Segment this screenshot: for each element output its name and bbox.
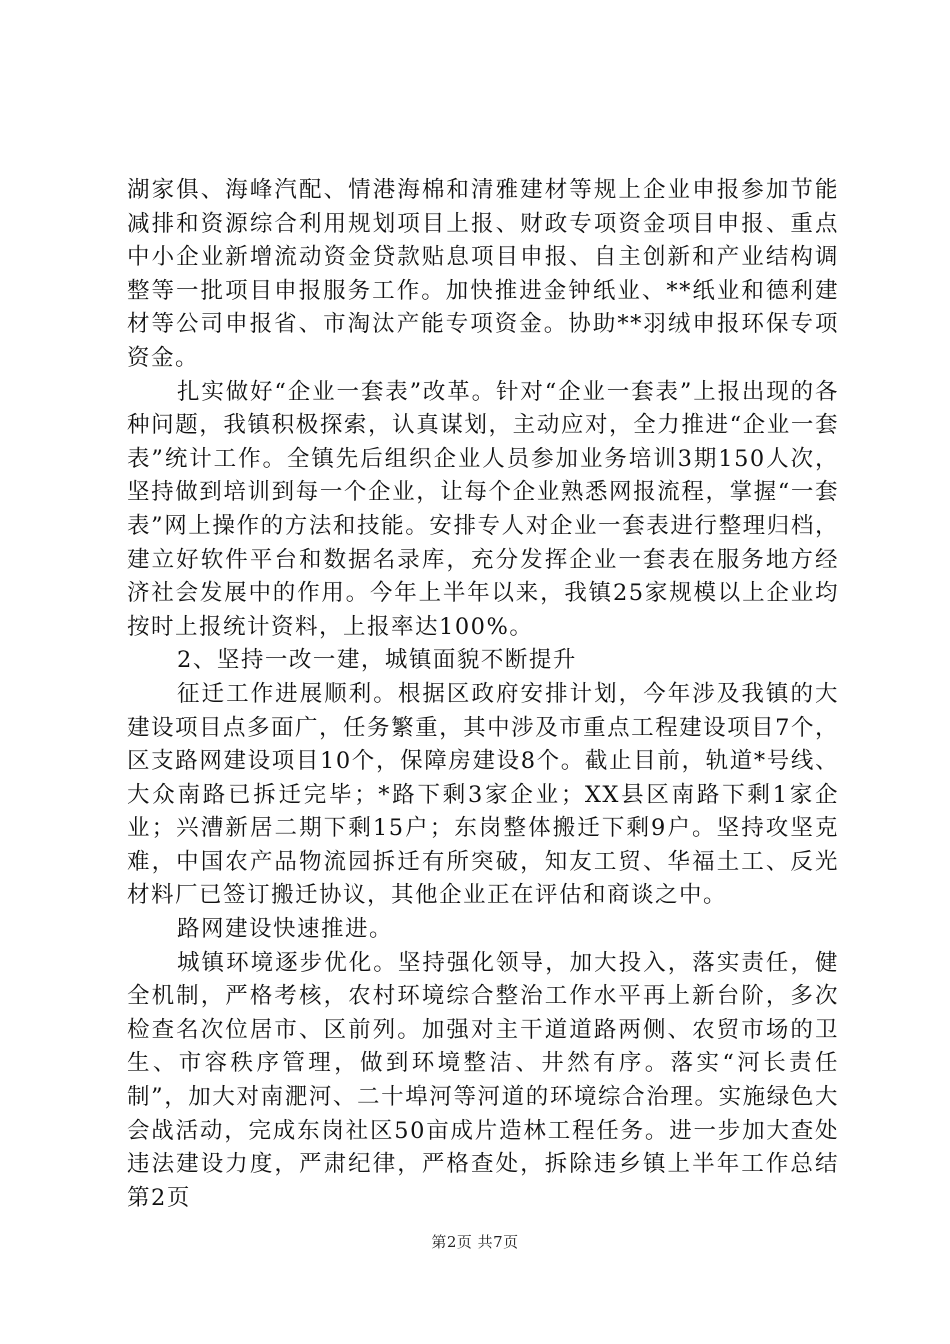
paragraph-1: 湖家俱、海峰汽配、情港海棉和清雅建材等规上企业申报参加节能减排和资源综合利用规划项目上报、财政专项资金项目申报、重点中小企业新增流动资金贷款贴息项目申报、自主创新和产业结构调整等一批项目申报服务工作。加快推进金钟纸业、**纸业和德利建材等公司申报省、市淘汰产能专项资金。协助**羽绒申报环保专项资金。 [127,177,839,371]
paragraph-5: 城镇环境逐步优化。坚持强化领导，加大投入，落实责任，健全机制，严格考核，农村环境综合整治工作水平再上新台阶，多次检查名次位居市、区前列。加强对主干道道路两侧、农贸市场的卫生、市容秩序管理，做到环境整洁、井然有序。落实“河长责任制”，加大对南淝河、二十埠河等河道的环境综合治理。实施绿色大会战活动，完成东岗社区50亩成片造林工程任务。进一步加大查处违法建设力度，严肃纪律，严格查处，拆除违乡镇上半年工作总结第2页 [127,949,839,1211]
page-footer: 第2页 共7页 [431,1233,519,1251]
paragraph-3: 征迁工作进展顺利。根据区政府安排计划，今年涉及我镇的大建设项目点多面广，任务繁重，其中涉及市重点工程建设项目7个，区支路网建设项目10个，保障房建设8个。截止目前，轨道*号线、大众南路已拆迁完毕；*路下剩3家企业；XX县区南路下剩1家企业；兴漕新居二期下剩15户；东岗整体搬迁下剩9户。坚持攻坚克难，中国农产品物流园拆迁有所突破，知友工贸、华福土工、反光材料厂已签订搬迁协议，其他企业正在评估和商谈之中。 [127,680,839,909]
section-heading: 2、坚持一改一建，城镇面貌不断提升 [177,647,577,674]
paragraph-4: 路网建设快速推进。 [177,916,394,943]
paragraph-2: 扎实做好“企业一套表”改革。针对“企业一套表”上报出现的各种问题，我镇积极探索，认真谋划，主动应对，全力推进“企业一套表”统计工作。全镇先后组织企业人员参加业务培训3期150人次，坚持做到培训到每一个企业，让每个企业熟悉网报流程，掌握“一套表”网上操作的方法和技能。安排专人对企业一套表进行整理归档，建立好软件平台和数据名录库，充分发挥企业一套表在服务地方经济社会发展中的作用。今年上半年以来，我镇25家规模以上企业均按时上报统计资料，上报率达100%。 [127,378,839,640]
document-body [127,174,839,1215]
